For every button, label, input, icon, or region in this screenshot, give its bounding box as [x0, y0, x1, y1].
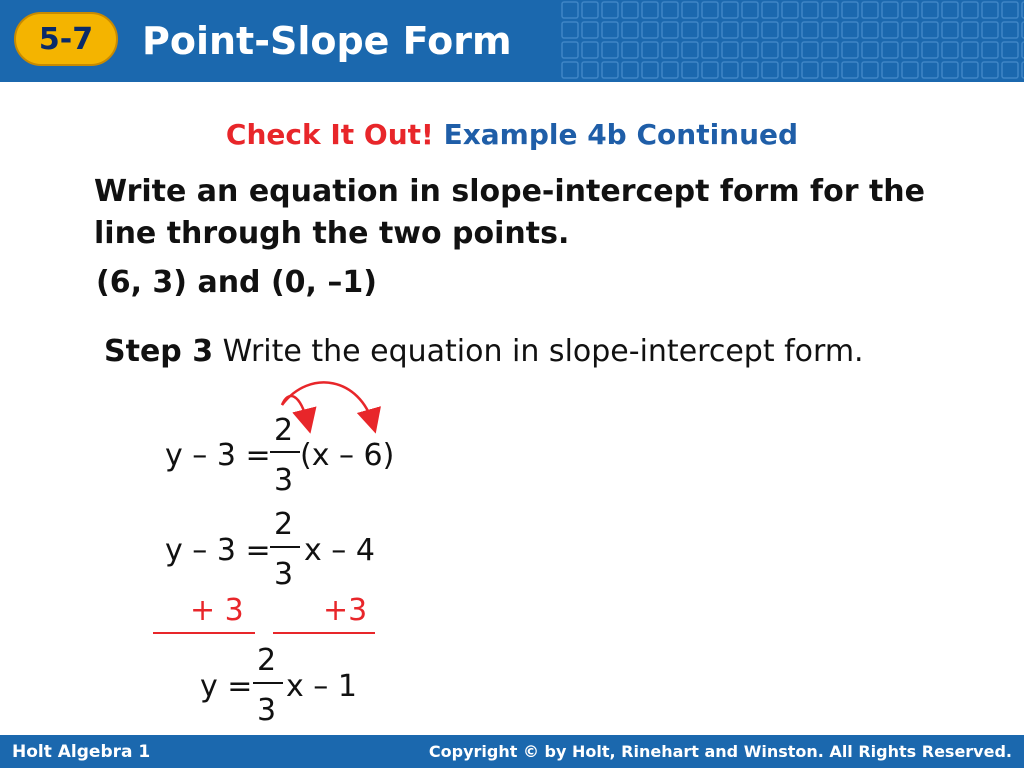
eq3-lhs: y =: [200, 669, 253, 704]
add-three-right: +3: [323, 593, 368, 628]
course-name: Holt Algebra 1: [12, 742, 151, 762]
eq2-rhs: x – 4: [304, 533, 375, 568]
step-label: Step 3: [104, 334, 214, 369]
eq2-numerator: 2: [274, 507, 294, 542]
eq1-denominator: 3: [274, 463, 294, 498]
step-text: Write the equation in slope-intercept form.: [222, 334, 864, 369]
lesson-title: Point-Slope Form: [142, 19, 512, 63]
copyright-notice: Copyright © by Holt, Rinehart and Winston. All Rights Reserved.: [428, 742, 1012, 761]
eq2-denominator: 3: [274, 557, 294, 592]
eq3-denominator: 3: [257, 693, 277, 728]
distribute-arrow-6: [282, 382, 373, 424]
add-three-left: + 3: [190, 593, 244, 628]
check-it-out-label: Check It Out!: [225, 118, 434, 151]
eq2-lhs: y – 3 =: [165, 533, 271, 568]
slide-footer: [0, 735, 1024, 768]
eq1-rhs: (x – 6): [300, 438, 395, 473]
eq3-numerator: 2: [257, 643, 277, 678]
given-points: (6, 3) and (0, –1): [96, 265, 377, 300]
eq1-lhs: y – 3 =: [165, 438, 271, 473]
example-title: Example 4b Continued: [443, 118, 799, 151]
problem-prompt: Write an equation in slope-intercept form for the line through the two points.: [94, 174, 926, 251]
eq1-numerator: 2: [274, 413, 294, 448]
eq3-rhs: x – 1: [286, 669, 357, 704]
lesson-number: 5-7: [38, 22, 94, 57]
